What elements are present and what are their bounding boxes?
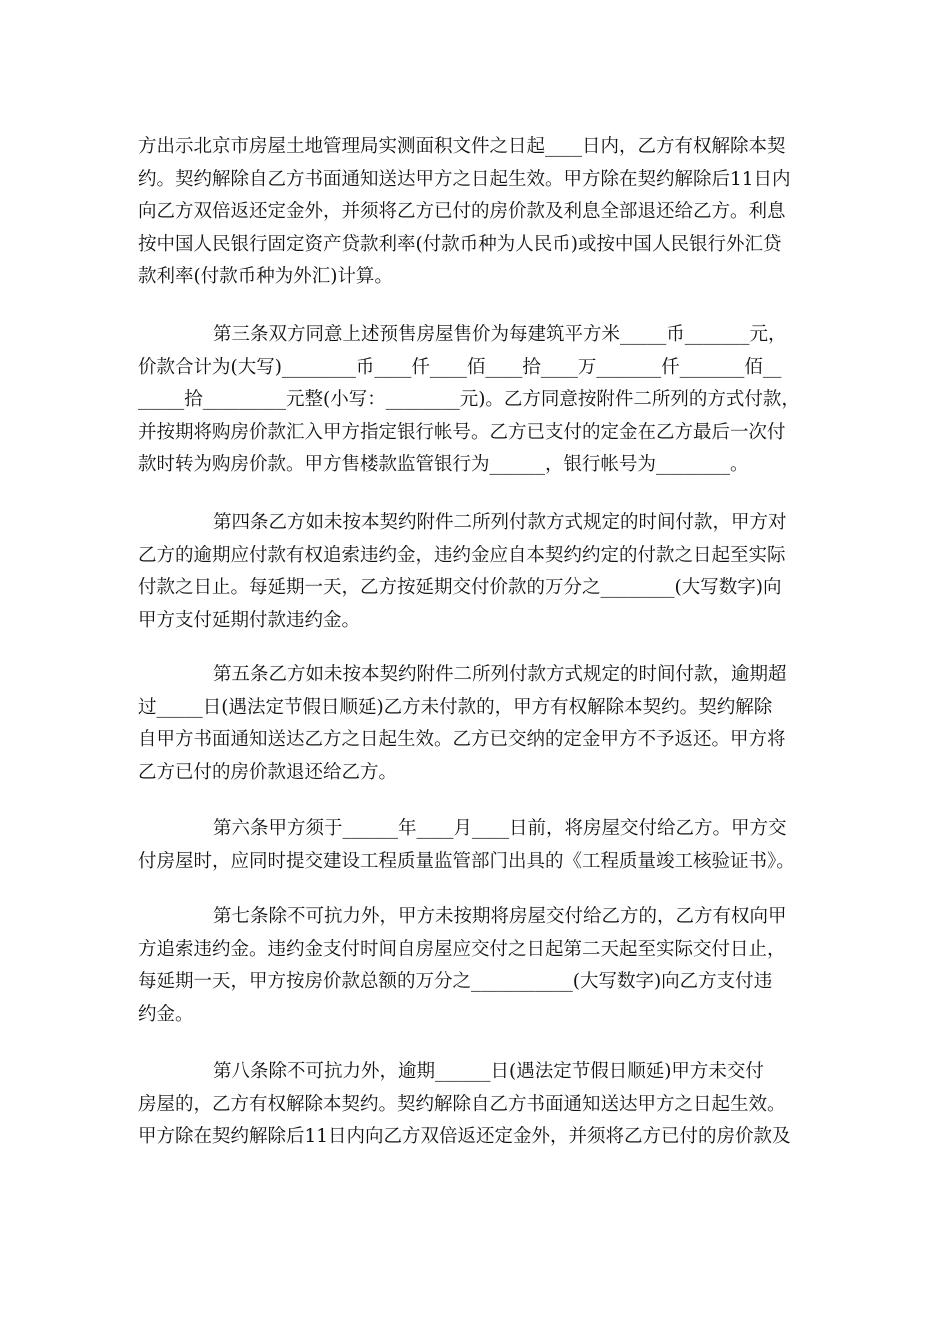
text-line: 约。契约解除自乙方书面通知送达甲方之日起生效。甲方除在契约解除后11日内	[138, 168, 791, 190]
text-line: 自甲方书面通知送达乙方之日起生效。乙方已交纳的定金甲方不予返还。甲方将	[138, 729, 786, 750]
text-line: 甲方除在契约解除后11日内向乙方双倍返还定金外，并须将乙方已付的房价款及	[138, 1126, 791, 1147]
text-line: 价款合计为(大写)________币____仟____佰____拾____万_______仟_______佰__	[138, 356, 782, 378]
text-line: 按中国人民银行固定资产贷款利率(付款币种为人民币)或按中国人民银行外汇贷	[138, 233, 782, 255]
paragraph-continuation	[138, 131, 828, 294]
text-line: 付款之日止。每延期一天，乙方按延期交付价款的万分之________(大写数字)向	[138, 577, 782, 598]
article-8-paragraph	[138, 1056, 828, 1154]
text-line: 甲方支付延期付款违约金。	[138, 609, 361, 631]
text-line: 每延期一天，甲方按房价款总额的万分之___________(大写数字)向乙方支付违	[138, 971, 773, 992]
text-line: 并按期将购房价款汇入甲方指定银行帐号。乙方已支付的定金在乙方最后一次付	[138, 421, 786, 443]
text-line: 约金。	[138, 1003, 194, 1025]
text-line: 第七条除不可抗力外，甲方未按期将房屋交付给乙方的，乙方有权向甲	[213, 906, 787, 927]
text-line: 付房屋时，应同时提交建设工程质量监管部门出具的《工程质量竣工核验证书》。	[138, 850, 795, 872]
text-line: 过_____日(遇法定节假日顺延)乙方未付款的，甲方有权解除本契约。契约解除	[138, 696, 773, 718]
text-line: 第六条甲方须于______年____月____日前，将房屋交付给乙方。甲方交	[213, 818, 787, 839]
text-line: 款利率(付款币种为外汇)计算。	[138, 266, 393, 287]
text-line: 方出示北京市房屋土地管理局实测面积文件之日起____日内，乙方有权解除本契	[138, 136, 786, 157]
article-3-paragraph	[138, 319, 828, 482]
text-line: 第八条除不可抗力外，逾期______日(遇法定节假日顺延)甲方未交付	[213, 1061, 764, 1082]
article-5-paragraph	[138, 659, 828, 789]
text-line: 第五条乙方如未按本契约附件二所列付款方式规定的时间付款，逾期超	[213, 664, 787, 685]
text-line: 乙方的逾期应付款有权追索违约金，违约金应自本契约约定的付款之日起至实际	[138, 544, 786, 566]
text-line: 房屋的，乙方有权解除本契约。契约解除自乙方书面通知送达甲方之日起生效。	[138, 1093, 786, 1115]
text-line: 第四条乙方如未按本契约附件二所列付款方式规定的时间付款，甲方对	[213, 512, 787, 533]
text-line: 向乙方双倍返还定金外，并须将乙方已付的房价款及利息全部退还给乙方。利息	[138, 201, 786, 222]
article-7-paragraph	[138, 901, 828, 1031]
text-line: 第三条双方同意上述预售房屋售价为每建筑平方米_____币_______元，	[213, 324, 787, 345]
text-line: 款时转为购房价款。甲方售楼款监管银行为______，银行帐号为________。	[138, 454, 749, 475]
text-line: 方追索违约金。违约金支付时间自房屋应交付之日起第二天起至实际交付日止，	[138, 938, 786, 960]
text-line: _____拾_________元整(小写：________元)。乙方同意按附件二所列的方式付款，	[138, 389, 800, 410]
article-4-paragraph	[138, 507, 828, 637]
article-6-paragraph	[138, 813, 828, 878]
text-line: 乙方已付的房价款退还给乙方。	[138, 761, 398, 783]
